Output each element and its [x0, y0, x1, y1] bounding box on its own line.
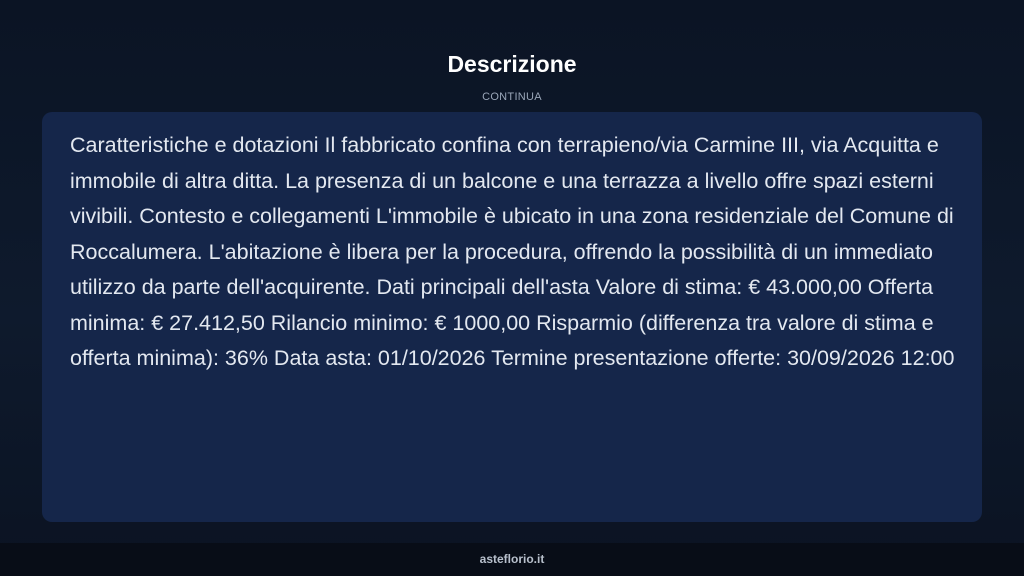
footer-bar	[0, 543, 1024, 576]
page-title: Descrizione	[447, 51, 577, 77]
continue-label: CONTINUA	[482, 91, 542, 103]
site-name: asteflorio.it	[479, 552, 545, 566]
description-card	[42, 112, 982, 522]
description-text: Caratteristiche e dotazioni Il fabbricato confina con terrapieno/via Carmine III, via Acquitta e immobile di altra ditta. La presenza di un balcone e una terrazza a livello offre spazi esterni vivibili. Contesto e collegamenti L'immobile è ubicato in una zona residenziale del Comune di Roccalumera. L'abitazione è libera per la procedura, offrendo la possibilità di un immediato utilizzo da parte dell'acquirente. Dati principali dell'asta Valore di stima: € 43.000,00 Offerta minima: € 27.412,50 Rilancio minimo: € 1000,00 Risparmio (differenza tra valore di stima e offerta minima): 36% Data asta: 01/10/2026 Termine presentazione offerte: 30/09/2026 12:00	[70, 133, 955, 370]
